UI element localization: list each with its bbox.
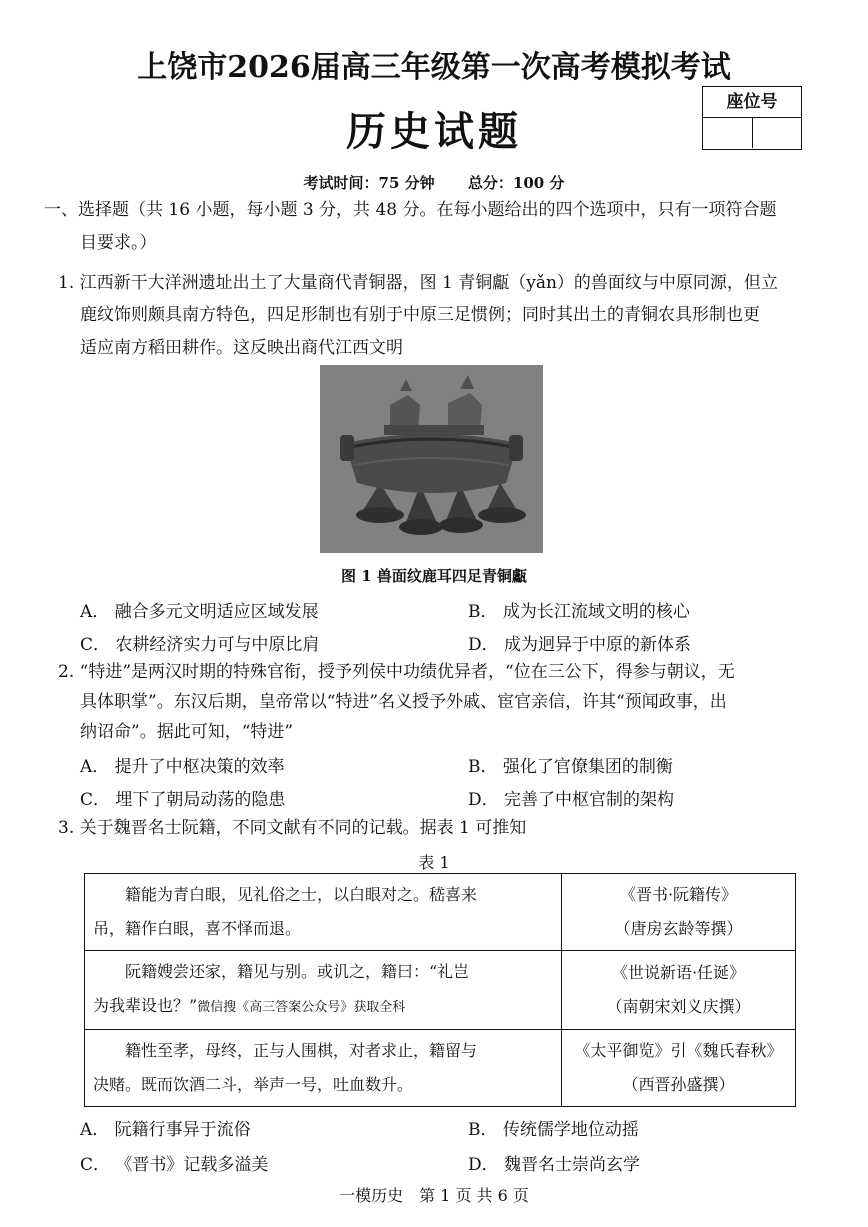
- seat-label: 座位号: [703, 87, 801, 118]
- seat-number-box: [702, 86, 802, 150]
- table-cell-text: [85, 951, 562, 1030]
- row2-text2: 为我辈设也？”: [93, 996, 198, 1015]
- table-row: [85, 874, 796, 951]
- figure1-caption: 图 1 兽面纹鹿耳四足青铜甗: [341, 567, 527, 585]
- row1-text2: 吊，籍作白眼，喜不怿而退。: [93, 919, 302, 938]
- subject-title: 历史试题: [346, 108, 522, 155]
- row2-note: 微信搜《高三答案公众号》获取全科: [197, 1000, 406, 1015]
- table1: [84, 873, 796, 1107]
- q3-option-a[interactable]: A． 阮籍行事异于流俗: [80, 1120, 251, 1140]
- q3-option-b[interactable]: B． 传统儒学地位动摇: [468, 1120, 639, 1140]
- row2-source2: （南朝宋刘义庆撰）: [606, 997, 751, 1016]
- row1-text1: 籍能为青白眼，见礼俗之士，以白眼对之。嵇喜来: [125, 885, 478, 904]
- q2-option-c[interactable]: C． 埋下了朝局动荡的隐患: [80, 790, 286, 810]
- q2-option-b[interactable]: B． 强化了官僚集团的制衡: [468, 757, 673, 777]
- q2-line1: 2. “特进”是两汉时期的特殊官衔，授予列侯中功绩优异者，“位在三公下，得参与朝议，无: [58, 662, 735, 682]
- bronze-vessel-illustration: [320, 365, 543, 553]
- row2-text1: 阮籍嫂尝还家，籍见与别。或讥之，籍曰：“礼岂: [125, 962, 470, 981]
- q1-line1: 1. 江西新干大洋洲遗址出土了大量商代青铜器，图 1 青铜甗（yǎn）的兽面纹与中原同源，但立: [58, 273, 778, 293]
- row3-source1: 《太平御览》引《魏氏春秋》: [574, 1041, 783, 1060]
- table-cell-source: [562, 874, 796, 951]
- table1-caption: 表 1: [418, 853, 450, 872]
- table-row: [85, 1030, 796, 1107]
- page-footer: 一模历史 第 1 页 共 6 页: [339, 1186, 529, 1205]
- row3-source2: （西晋孙盛撰）: [622, 1075, 735, 1094]
- table-cell-text: [85, 874, 562, 951]
- exam-title: 上饶市2026届高三年级第一次高考模拟考试: [137, 50, 731, 85]
- section-heading-line2: 目要求。）: [80, 233, 157, 253]
- exam-info: [0, 172, 868, 193]
- row1-source2: （唐房玄龄等撰）: [614, 919, 743, 938]
- seat-cell: [703, 118, 752, 148]
- row2-source1: 《世说新语·任诞》: [611, 963, 746, 982]
- q1-option-c[interactable]: C． 农耕经济实力可与中原比肩: [80, 635, 320, 655]
- q3-option-d[interactable]: D． 魏晋名士崇尚玄学: [468, 1155, 641, 1175]
- seat-cells: [703, 118, 801, 148]
- table-cell-source: [562, 1030, 796, 1107]
- q1-option-a[interactable]: A． 融合多元文明适应区域发展: [80, 602, 319, 622]
- q1-option-b[interactable]: B． 成为长江流域文明的核心: [468, 602, 690, 622]
- q2-option-a[interactable]: A． 提升了中枢决策的效率: [80, 757, 285, 777]
- seat-cell: [752, 118, 802, 148]
- row1-source1: 《晋书·阮籍传》: [619, 885, 738, 904]
- q1-line3: 适应南方稻田耕作。这反映出商代江西文明: [80, 338, 403, 358]
- q3-line1: 3. 关于魏晋名士阮籍，不同文献有不同的记载。据表 1 可推知: [58, 818, 527, 838]
- q2-option-d[interactable]: D． 完善了中枢官制的架构: [468, 790, 675, 810]
- table-cell-source: [562, 951, 796, 1030]
- table-row: [85, 951, 796, 1030]
- bronze-yan-photo: [320, 365, 543, 553]
- q3-option-c[interactable]: C． 《晋书》记载多溢美: [80, 1155, 269, 1175]
- q1-option-d[interactable]: D． 成为迥异于中原的新体系: [468, 635, 692, 655]
- exam-time: 考试时间：75 分钟: [303, 174, 435, 192]
- total-score: 总分：100 分: [467, 174, 565, 192]
- q1-line2: 鹿纹饰则颇具南方特色，四足形制也有别于中原三足惯例；同时其出土的青铜农具形制也更: [80, 305, 760, 325]
- q2-line2: 具体职掌”。东汉后期，皇帝常以“特进”名义授予外戚、宦官亲信，许其“预闻政事，出: [80, 692, 727, 712]
- section-heading-line1: 一、选择题（共 16 小题，每小题 3 分，共 48 分。在每小题给出的四个选项中，只有一项符合题: [44, 200, 777, 220]
- q2-line3: 纳诏命”。据此可知，“特进”: [80, 722, 294, 742]
- row3-text2: 决赌。既而饮酒二斗，举声一号，吐血数升。: [93, 1075, 414, 1094]
- table-cell-text: [85, 1030, 562, 1107]
- row3-text1: 籍性至孝，母终，正与人围棋，对者求止，籍留与: [125, 1041, 478, 1060]
